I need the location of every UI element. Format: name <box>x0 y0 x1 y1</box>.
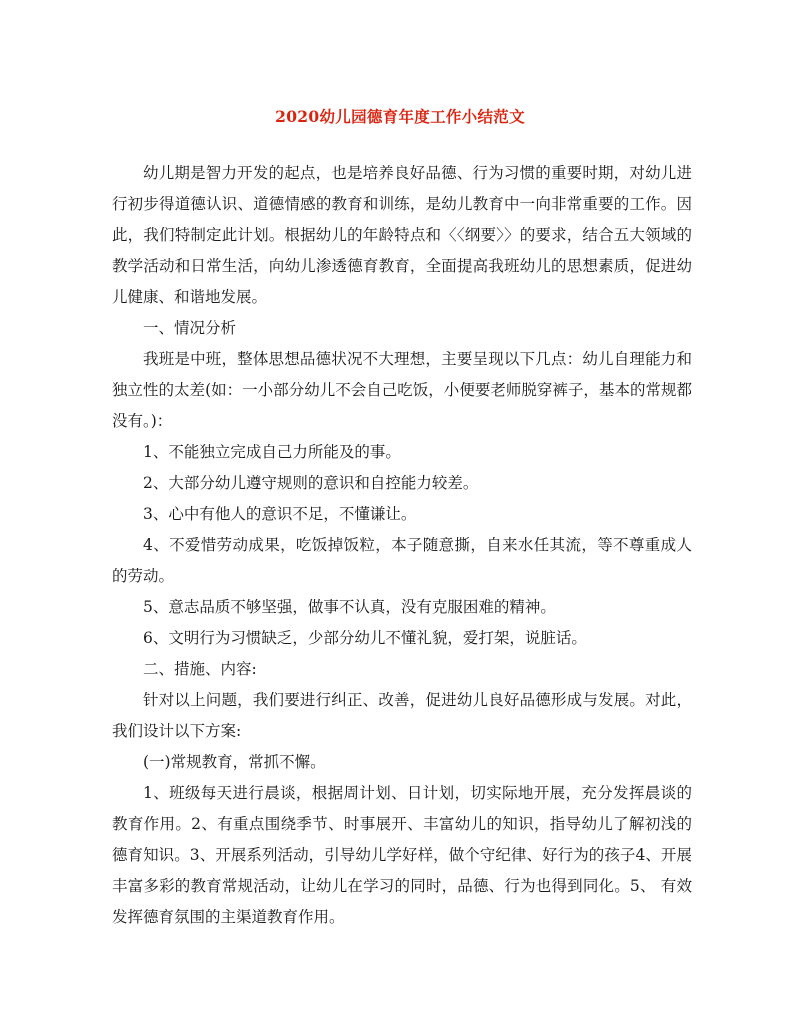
intro-paragraph: 幼儿期是智力开发的起点，也是培养良好品德、行为习惯的重要时期，对幼儿进行初步得道德认识、道德情感的教育和训练，是幼儿教育中一向非常重要的工作。因此，我们特制定此计划。根据幼儿的年龄特点和〈〈纲要〉〉的要求，结合五大领域的教学活动和日常生活，向幼儿渗透德育教育，全面提高我班幼儿的思想素质，促进幼儿健康、和谐地发展。 <box>112 164 692 306</box>
routine-education-paragraph: 1、班级每天进行晨谈，根据周计划、日计划，切实际地开展，充分发挥晨谈的教育作用。2、有重点围绕季节、时事展开、丰富幼儿的知识，指导幼儿了解初浅的德育知识。3、开展系列活动，引导幼儿学好样，做个守纪律、好行为的孩子4、开展丰富多彩的教育常规活动，让幼儿在学习的同时，品德、行为也得到同化。5、 有效发挥德育氛围的主渠道教育作用。 <box>112 784 692 926</box>
subsection-heading-routine-education: (一)常规教育，常抓不懈。 <box>143 753 326 771</box>
list-item-1: 1、不能独立完成自己力所能及的事。 <box>143 443 401 461</box>
document-body <box>112 158 692 933</box>
list-item-2: 2、大部分幼儿遵守规则的意识和自控能力较差。 <box>143 474 479 492</box>
list-item-5: 5、意志品质不够坚强，做事不认真，没有克服困难的精神。 <box>143 598 556 616</box>
section-heading-situation-analysis: 一、情况分析 <box>143 319 237 337</box>
document-title: 2020幼儿园德育年度工作小结范文 <box>275 107 525 126</box>
list-item-3: 3、心中有他人的意识不足，不懂谦让。 <box>143 505 417 523</box>
section-heading-measures: 二、措施、内容: <box>143 660 257 678</box>
list-item-6: 6、文明行为习惯缺乏，少部分幼儿不懂礼貌，爱打架，说脏话。 <box>143 629 587 647</box>
measures-intro-paragraph: 针对以上问题，我们要进行纠正、改善，促进幼儿良好品德形成与发展。对此，我们设计以下方案: <box>112 691 692 740</box>
situation-paragraph: 我班是中班，整体思想品德状况不大理想，主要呈现以下几点：幼儿自理能力和独立性的太差(如：一小部分幼儿不会自己吃饭，小便要老师脱穿裤子，基本的常规都没有。)： <box>112 350 692 430</box>
list-item-4: 4、不爱惜劳动成果，吃饭掉饭粒，本子随意撕，自来水任其流，等不尊重成人的劳动。 <box>112 536 692 585</box>
